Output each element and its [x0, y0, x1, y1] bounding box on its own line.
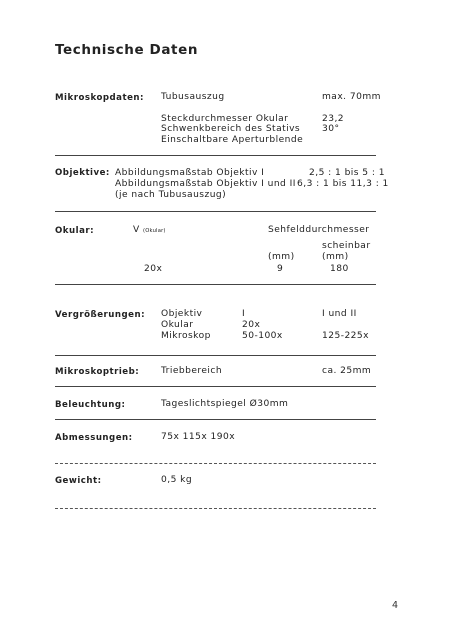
- verg-col1-1: Okular: [161, 320, 194, 330]
- aperturblende-key: Einschaltbare Aperturblende: [161, 135, 304, 145]
- gewicht-value: 0,5 kg: [161, 475, 193, 485]
- verg-col2-0: I: [242, 309, 246, 319]
- dashed-divider: [55, 508, 376, 509]
- beleuchtung-label: Beleuchtung:: [55, 400, 126, 410]
- sehfeld-value-2: 180: [330, 264, 349, 274]
- triebbereich-key: Triebbereich: [161, 366, 223, 376]
- steckdurchmesser-key: Steckdurchmesser Okular: [161, 114, 289, 124]
- objektiv-i-value: 2,5 : 1 bis 5 : 1: [309, 168, 385, 178]
- schwenkbereich-value: 30°: [322, 124, 340, 134]
- objektiv-i-ii-key: Abbildungsmaßstab Objektiv I und II: [115, 179, 296, 189]
- page-title: Technische Daten: [55, 42, 199, 58]
- section-divider: [55, 284, 376, 285]
- okular-v-sub: (Okular): [143, 228, 166, 234]
- okular-v: [133, 225, 166, 236]
- objektiv-i-ii-value: 6,3 : 1 bis 11,3 : 1: [297, 179, 389, 189]
- scheinbar-label: scheinbar: [322, 241, 371, 251]
- verg-col2-1: 20x: [242, 320, 261, 330]
- section-divider: [55, 155, 376, 156]
- schwenkbereich-key: Schwenkbereich des Stativs: [161, 124, 301, 134]
- mikroskopdaten-label: Mikroskopdaten:: [55, 93, 144, 103]
- sehfeld-value-1: 9: [277, 264, 284, 274]
- verg-col2-2: 50-100x: [242, 331, 283, 341]
- verg-col3-0: I und II: [322, 309, 357, 319]
- tubusauszug-value: max. 70mm: [322, 92, 381, 102]
- okular-v-main: V: [133, 225, 140, 235]
- abmessungen-label: Abmessungen:: [55, 433, 133, 443]
- page-number: 4: [392, 600, 399, 611]
- section-divider: [55, 419, 376, 420]
- triebbereich-value: ca. 25mm: [322, 366, 372, 376]
- tubusauszug-key: Tubusauszug: [161, 92, 225, 102]
- unit-mm-2: (mm): [322, 252, 349, 262]
- mikroskoptrieb-label: Mikroskoptrieb:: [55, 367, 140, 377]
- abmessungen-value: 75x 115x 190x: [161, 432, 236, 442]
- beleuchtung-value: Tageslichtspiegel Ø30mm: [161, 399, 289, 409]
- okular-mag: 20x: [144, 264, 163, 274]
- objektive-note: (je nach Tubusauszug): [115, 190, 227, 200]
- sehfeld-header: Sehfelddurchmesser: [268, 225, 370, 235]
- dashed-divider: [55, 463, 376, 464]
- gewicht-label: Gewicht:: [55, 476, 102, 486]
- verg-col3-2: 125-225x: [322, 331, 369, 341]
- objektive-label: Objektive:: [55, 168, 110, 178]
- section-divider: [55, 386, 376, 387]
- section-divider: [55, 211, 376, 212]
- unit-mm-1: (mm): [268, 252, 295, 262]
- verg-col1-2: Mikroskop: [161, 331, 211, 341]
- vergroesserungen-label: Vergrößerungen:: [55, 310, 146, 320]
- section-divider: [55, 355, 376, 356]
- steckdurchmesser-value: 23,2: [322, 114, 345, 124]
- okular-label: Okular:: [55, 226, 95, 236]
- objektiv-i-key: Abbildungsmaßstab Objektiv I: [115, 168, 265, 178]
- verg-col1-0: Objektiv: [161, 309, 203, 319]
